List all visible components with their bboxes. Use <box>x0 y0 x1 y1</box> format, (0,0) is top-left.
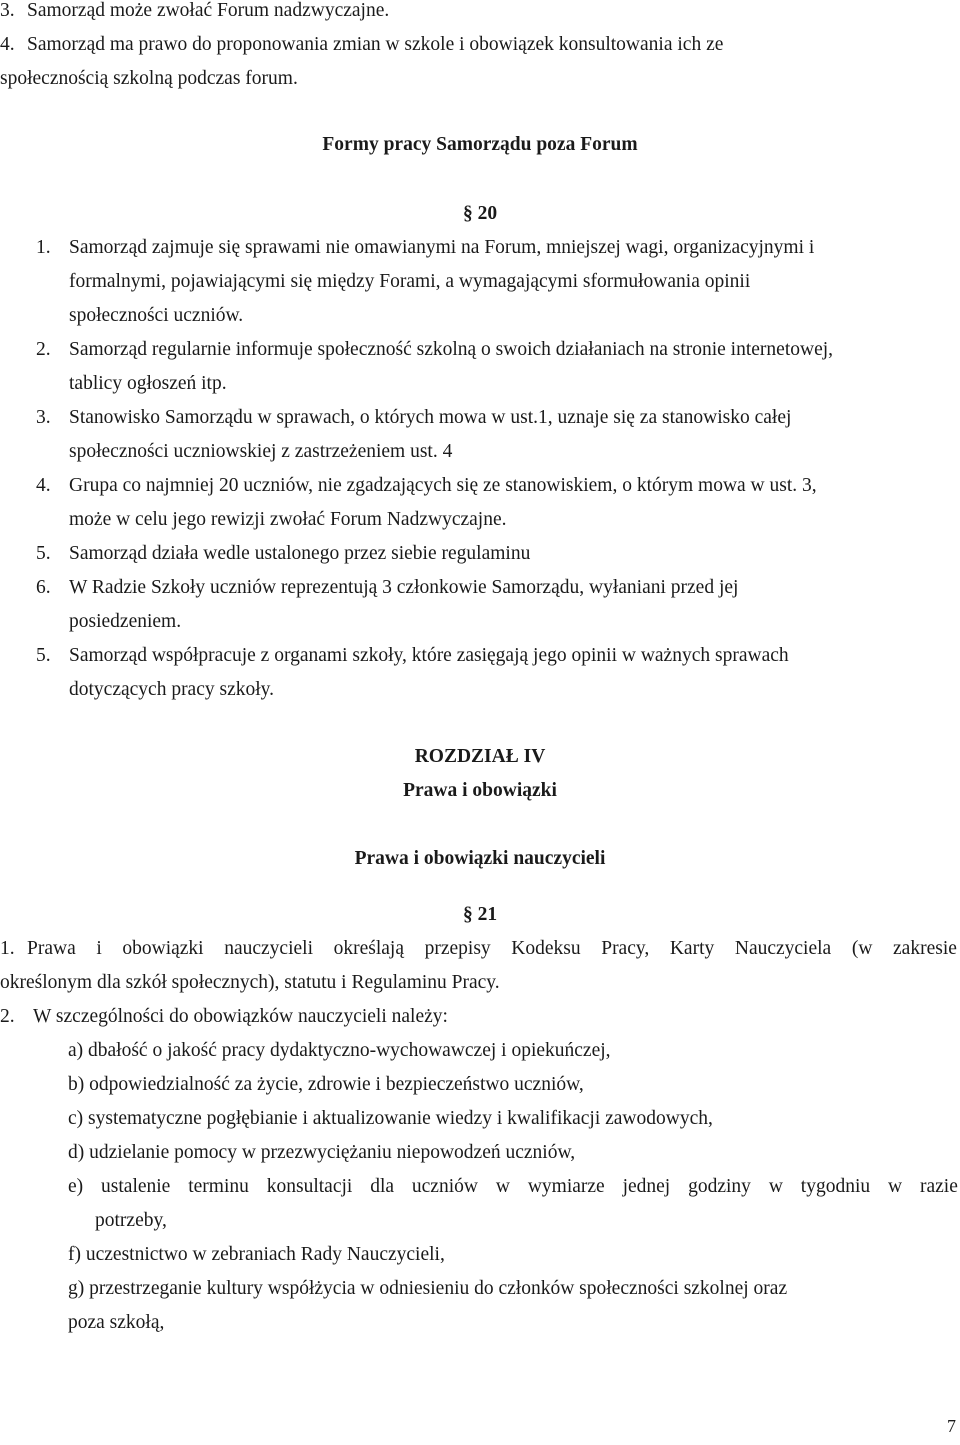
duty-item: c) systematyczne pogłębianie i aktualizowanie wiedzy i kwalifikacji zawodowych, <box>68 1108 713 1129</box>
word: godziny <box>688 1176 751 1197</box>
word: zakresie <box>893 938 957 959</box>
word: e) <box>68 1176 84 1197</box>
word: dla <box>370 1176 395 1197</box>
page-number: 7 <box>947 1416 956 1436</box>
duty-item <box>68 1174 958 1200</box>
item-text: Samorząd regularnie informuje społeczność szkolną o swoich działaniach na stronie internetowej, <box>69 339 834 360</box>
paragraph-mark: § 21 <box>462 904 498 925</box>
duty-item: potrzeby, <box>95 1210 167 1231</box>
item-number: 3. <box>36 407 51 428</box>
word: (w <box>851 938 873 959</box>
word: przepisy <box>424 938 491 959</box>
item-text: Samorząd działa wedle ustalonego przez siebie regulaminu <box>69 543 531 564</box>
word: nauczycieli <box>224 938 313 959</box>
duty-item: poza szkołą, <box>68 1312 165 1333</box>
section-title: Prawa i obowiązki nauczycieli <box>354 848 606 869</box>
word: ustalenie <box>101 1176 171 1197</box>
word: tygodniu <box>800 1176 871 1197</box>
word: Pracy, <box>601 938 650 959</box>
item-text: Grupa co najmniej 20 uczniów, nie zgadzających się ze stanowiskiem, o którym mowa w ust. 3, <box>69 475 817 496</box>
duty-item: g) przestrzeganie kultury współżycia w odniesieniu do członków społeczności szkolnej oraz <box>68 1278 788 1299</box>
chapter-title: ROZDZIAŁ IV <box>414 746 546 767</box>
duty-item: d) udzielanie pomocy w przezwyciężaniu niepowodzeń uczniów, <box>68 1142 576 1163</box>
item-text-justified <box>27 936 957 962</box>
word: i <box>96 938 102 959</box>
word: Kodeksu <box>511 938 581 959</box>
word: obowiązki <box>122 938 204 959</box>
word: w <box>888 1176 903 1197</box>
word: terminu <box>188 1176 249 1197</box>
item-number: 6. <box>36 577 51 598</box>
word: Prawa <box>27 938 76 959</box>
item-text: Samorząd może zwołać Forum nadzwyczajne. <box>27 0 390 21</box>
item-number: 2. <box>0 1006 15 1027</box>
duty-item: b) odpowiedzialność za życie, zdrowie i bezpieczeństwo uczniów, <box>68 1074 584 1095</box>
word: uczniów <box>411 1176 478 1197</box>
word: w <box>495 1176 510 1197</box>
word: określają <box>333 938 404 959</box>
duty-item: f) uczestnictwo w zebraniach Rady Nauczycieli, <box>68 1244 445 1265</box>
item-text: może w celu jego rewizji zwołać Forum Nadzwyczajne. <box>69 509 507 530</box>
word: Nauczyciela <box>734 938 832 959</box>
word: jednej <box>622 1176 671 1197</box>
item-text: posiedzeniem. <box>69 611 182 632</box>
item-number: 1. <box>0 938 15 959</box>
word: razie <box>919 1176 958 1197</box>
word: w <box>768 1176 783 1197</box>
item-number: 1. <box>36 237 51 258</box>
item-text: W szczególności do obowiązków nauczycieli należy: <box>33 1006 448 1027</box>
item-text: Samorząd ma prawo do proponowania zmian w szkole i obowiązek konsultowania ich ze <box>27 34 724 55</box>
item-number: 5. <box>36 645 51 666</box>
item-number: 4. <box>0 34 15 55</box>
item-text: Stanowisko Samorządu w sprawach, o których mowa w ust.1, uznaje się za stanowisko całej <box>69 407 792 428</box>
item-text: Samorząd współpracuje z organami szkoły, które zasięgają jego opinii w ważnych sprawach <box>69 645 789 666</box>
item-number: 4. <box>36 475 51 496</box>
item-text: W Radzie Szkoły uczniów reprezentują 3 członkowie Samorządu, wyłaniani przed jej <box>69 577 739 598</box>
item-text: Samorząd zajmuje się sprawami nie omawianymi na Forum, mniejszej wagi, organizacyjnymi i <box>69 237 815 258</box>
word: Karty <box>669 938 715 959</box>
item-text: określonym dla szkół społecznych), statutu i Regulaminu Pracy. <box>0 972 500 993</box>
item-number: 5. <box>36 543 51 564</box>
duty-item: a) dbałość o jakość pracy dydaktyczno-wychowawczej i opiekuńczej, <box>68 1040 611 1061</box>
item-text: dotyczących pracy szkoły. <box>69 679 275 700</box>
item-text: społeczności uczniowskiej z zastrzeżeniem ust. 4 <box>69 441 453 462</box>
chapter-subtitle: Prawa i obowiązki <box>403 780 557 801</box>
item-number: 3. <box>0 0 15 21</box>
item-number: 2. <box>36 339 51 360</box>
word: wymiarze <box>527 1176 605 1197</box>
word: konsultacji <box>266 1176 353 1197</box>
item-text: tablicy ogłoszeń itp. <box>69 373 227 394</box>
item-text: społecznością szkolną podczas forum. <box>0 68 298 89</box>
paragraph-mark: § 20 <box>462 203 498 224</box>
section-heading: Formy pracy Samorządu poza Forum <box>322 134 638 155</box>
item-text: formalnymi, pojawiającymi się między Forami, a wymagającymi sformułowania opinii <box>69 271 751 292</box>
item-text: społeczności uczniów. <box>69 305 244 326</box>
